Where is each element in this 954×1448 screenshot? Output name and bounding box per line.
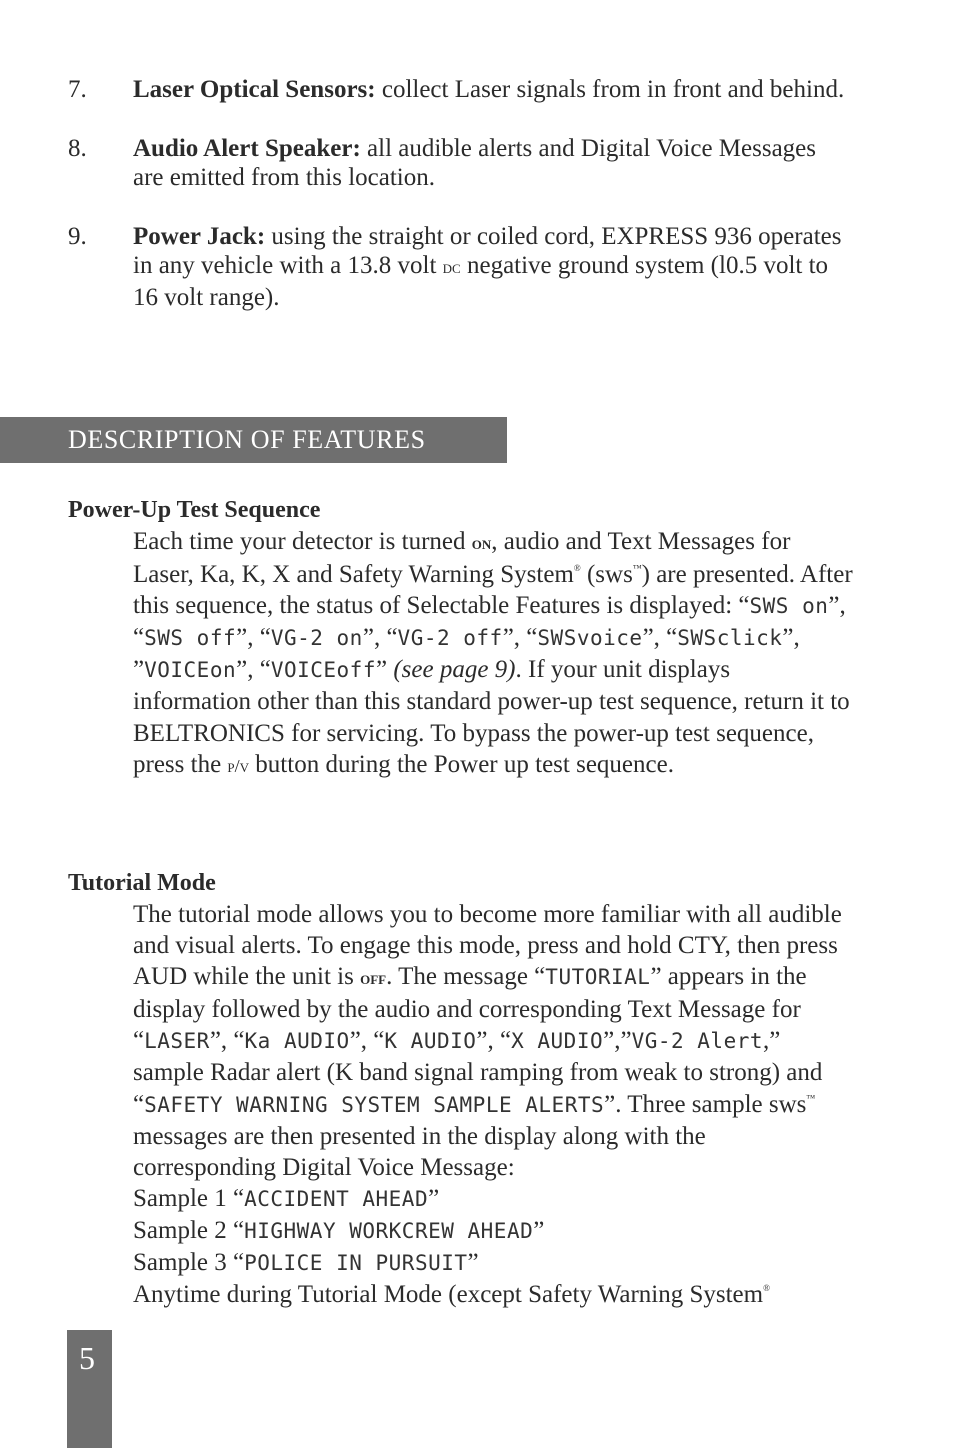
text: Anytime during Tutorial Mode (except Safety Warning System xyxy=(133,1281,764,1309)
text: ,” sample Radar alert (K band signal ramping from weak to strong) and “ xyxy=(133,1027,823,1118)
registered-mark: ® xyxy=(763,1283,770,1294)
text: ”, “ xyxy=(236,624,271,652)
text: ” xyxy=(428,1184,440,1212)
text: Sample 3 “ xyxy=(133,1249,245,1277)
text: ” xyxy=(375,656,394,684)
item-text: all audible alerts and Digital Voice Messages are emitted from this location. xyxy=(133,134,816,191)
page-number: 5 xyxy=(79,1340,95,1376)
text: ”, “ xyxy=(236,656,271,684)
pv-button-label: p/v xyxy=(227,755,250,776)
trademark: ™ xyxy=(806,1092,816,1103)
text: ”. Three sample sws xyxy=(604,1090,807,1118)
sample-line xyxy=(133,1183,853,1215)
display-message: SWSclick xyxy=(677,626,783,651)
trademark: ™ xyxy=(632,563,642,574)
text: ”, “ xyxy=(476,1027,512,1055)
section-banner xyxy=(0,417,507,463)
list-item-7 xyxy=(68,75,848,105)
dc-label: dc xyxy=(442,257,461,277)
text: ” appears in the display followed by the audio and corresponding Text Message for “ xyxy=(133,963,807,1055)
text: . If your unit displays information other than this standard power-up test sequence, return it to BELTRONICS for servicing. To bypass the power-up test sequence, press the xyxy=(133,656,850,778)
text: ” xyxy=(533,1216,545,1244)
section-title: DESCRIPTION OF FEATURES xyxy=(68,425,426,454)
item-label: Laser Optical Sensors: xyxy=(133,76,376,103)
text: ”, “ xyxy=(209,1027,245,1055)
text: Sample 2 “ xyxy=(133,1216,245,1244)
item-number: 7. xyxy=(68,76,87,103)
on-label: on xyxy=(471,533,492,553)
list-item-8 xyxy=(68,134,848,193)
text: ”, “ xyxy=(133,592,846,652)
display-message: SWS off xyxy=(144,626,237,651)
power-up-heading: Power-Up Test Sequence xyxy=(68,497,321,523)
sample-line xyxy=(133,1247,853,1279)
text: ”, “ xyxy=(502,624,538,652)
display-message: HIGHWAY WORKCREW AHEAD xyxy=(244,1218,534,1243)
text: ”, “ xyxy=(642,624,678,652)
text: ”, “ xyxy=(362,624,398,652)
power-up-paragraph xyxy=(133,526,853,782)
display-message: Ka AUDIO xyxy=(244,1029,350,1054)
numbered-list xyxy=(68,75,848,312)
text: ” xyxy=(467,1249,479,1277)
item-text: collect Laser signals from in front and behind. xyxy=(375,76,845,103)
display-message: VOICEoff xyxy=(270,658,376,683)
text: Sample 1 “ xyxy=(133,1184,245,1212)
text: . The message “ xyxy=(386,963,546,991)
item-text: using the straight or coiled cord, EXPRESS 936 operates in any vehicle with a 13.8 volt xyxy=(133,222,842,279)
display-message: VG-2 Alert xyxy=(631,1029,764,1054)
list-item-9 xyxy=(68,222,848,313)
display-message: SAFETY WARNING SYSTEM SAMPLE ALERTS xyxy=(144,1092,605,1117)
text: The tutorial mode allows you to become more familiar with all audible and visual alerts. To engage this mode, press and hold CTY, then press AUD while the unit is xyxy=(133,901,842,991)
display-message: VG-2 on xyxy=(270,626,363,651)
tutorial-heading: Tutorial Mode xyxy=(68,870,216,896)
item-number: 8. xyxy=(68,134,87,162)
page-reference: (see page 9) xyxy=(393,656,516,684)
text: ”, “ xyxy=(349,1027,385,1055)
last-line xyxy=(133,1279,853,1310)
text: Each time your detector is turned xyxy=(133,528,472,555)
off-label: off xyxy=(360,968,387,989)
item-label: Audio Alert Speaker: xyxy=(133,134,361,162)
text: button during the Power up test sequence. xyxy=(249,750,674,778)
item-label: Power Jack: xyxy=(133,222,266,250)
tutorial-section xyxy=(68,868,868,1310)
display-message: POLICE IN PURSUIT xyxy=(244,1251,468,1276)
display-message: LASER xyxy=(144,1029,210,1054)
item-number: 9. xyxy=(68,222,87,250)
text: ”,” xyxy=(603,1027,632,1055)
tutorial-paragraph xyxy=(133,899,853,1310)
power-up-section xyxy=(68,495,868,782)
sample-line xyxy=(133,1215,853,1247)
page-number-tab xyxy=(67,1330,112,1448)
display-message: X AUDIO xyxy=(511,1029,604,1054)
text: messages are then presented in the display along with the corresponding Digital Voice Message: xyxy=(133,1122,706,1181)
text: (sws xyxy=(580,561,633,589)
text: ) are presented. After this sequence, the status of Selectable Features is displayed: “ xyxy=(133,561,853,620)
display-message: SWSvoice xyxy=(537,626,643,651)
text: ”, ” xyxy=(133,624,800,684)
registered-mark: ® xyxy=(573,563,581,574)
text: , audio and Text Messages for Laser, Ka, K, X and Safety Warning System xyxy=(133,528,791,589)
display-message: VOICEon xyxy=(144,658,237,683)
display-message: VG-2 off xyxy=(397,626,503,651)
display-message: SWS on xyxy=(749,594,829,619)
display-message: K AUDIO xyxy=(384,1029,477,1054)
item-text: negative ground system (l0.5 volt to 16 volt range). xyxy=(133,252,829,311)
display-message: ACCIDENT AHEAD xyxy=(244,1186,429,1211)
display-message: TUTORIAL xyxy=(545,965,651,990)
